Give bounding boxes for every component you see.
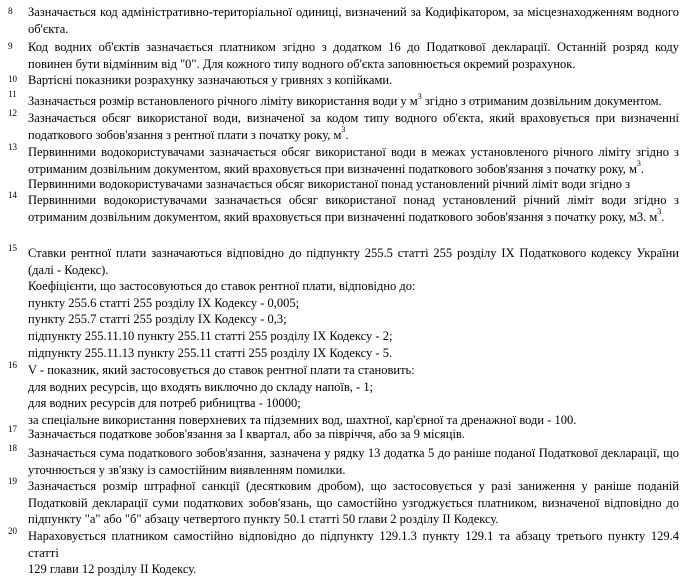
footnote-text	[28, 528, 679, 578]
footnote-text	[28, 445, 679, 478]
text-line: податкового зобов'язання з рентної плати з початку року, $м^3$.	[28, 125, 349, 142]
footnote-number: 17	[8, 424, 17, 434]
text-line: V - показник, який застосовується до ставок рентної плати та становить:	[28, 363, 415, 377]
text-line: Первинними водокористувачами зазначається обсяг використаної понад установлений річний ліміт води згідно з	[28, 193, 679, 207]
text-line: Первинними водокористувачами зазначається обсяг використаної води в межах установленого річного ліміту згідно з	[28, 145, 679, 159]
footnote-number: 13	[8, 142, 17, 152]
footnote-text	[28, 144, 679, 193]
text-line: Зазначається код адміністративно-територіальної одиниці, визначений за Кодифікатором, за місцезнаходженням водного	[28, 5, 679, 19]
text-line: пункту 255.6 статті 255 розділу IX Кодексу - 0,005;	[28, 295, 300, 310]
text-line: Нараховується платником самостійно відповідно до підпункту 129.1.3 пункту 129.1 та абзацу третього пункту 129.4 статті	[28, 529, 679, 560]
footnote-number: 11	[8, 89, 17, 99]
text-line: Ставки рентної плати зазначаються відповідно до підпункту 255.5 статті 255 розділу IX Податкового кодексу України	[28, 246, 679, 260]
text-line: Зазначається розмір встановленого річного ліміту використання води у $м^3$ згідно з отриманим дозвільним документом.	[28, 91, 662, 108]
text-line: пункту 255.7 статті 255 розділу IX Кодексу - 0,3;	[28, 312, 287, 327]
footnote-text	[28, 72, 679, 89]
text-line: підпункту "а" або "б" абзацу четвертого пункту 50.1 статті 50 глави 2 розділу II Кодексу.	[28, 512, 499, 527]
text-line: повинен бути відмінним від "0". Для кожного типу водного об'єкта заповнюється окремий розрахунок.	[28, 56, 576, 71]
footnote-text	[28, 39, 679, 72]
text-line: підпункту 255.11.10 пункту 255.11 статті 255 розділу IX Кодексу - 2;	[28, 328, 393, 343]
text-line: Зазначається податкове зобов'язання за I квартал, або за півріччя, або за 9 місяців.	[28, 427, 465, 441]
footnote-text	[28, 426, 679, 443]
text-line: Код водних об'єктів зазначається платником згідно з додатком 16 до Податкової декларації. Останній розряд коду	[28, 40, 679, 54]
footnote-number: 12	[8, 108, 17, 118]
text-line: Зазначається сума податкового зобов'язання, зазначена у рядку 13 додатка 5 до раніше поданої Податкової декларації, що	[28, 446, 679, 460]
footnote-text	[28, 110, 679, 143]
text-line: за спеціальне використання поверхневих та підземних вод, шахтної, кар'єрної та дренажної води - 100.	[28, 412, 577, 427]
footnote-number: 19	[8, 476, 17, 486]
footnote-text	[28, 362, 679, 428]
footnote-text	[28, 245, 679, 361]
footnote-number: 20	[8, 526, 17, 536]
footnote-number: 15	[8, 243, 17, 253]
text-line: отриманим дозвільним документом, який враховується при визначенні податкового зобов'язання з початку року, м3. $м^3$.	[28, 207, 665, 224]
text-line: Зазначається обсяг використаної води, визначеної за кодом типу водного об'єкта, який враховується при визначенні	[28, 111, 679, 125]
text-line: Зазначається розмір штрафної санкції (десятковим дробом), що застосовується у разі заниження у раніше поданій	[28, 479, 679, 493]
text-line: Податковій декларації суми податкових зобов'язань, що самостійно узгоджується платником, визначеної відповідно до	[28, 495, 679, 510]
footnote-number: 9	[8, 41, 13, 51]
footnote-number: 18	[8, 443, 17, 453]
text-line: отриманим дозвільним документом, який враховується при визначенні податкового зобов'язання з початку року, $м^3$.	[28, 159, 645, 176]
text-line: уточнюється у зв'язку із самостійним виявленням помилки.	[28, 462, 346, 477]
footnote-text	[28, 93, 679, 110]
footnote-number: 10	[8, 74, 17, 84]
footnote-text	[28, 478, 679, 528]
text-line: Первинними водокористувачами зазначається обсяг використаної понад установлений річний ліміт води згідно з	[28, 177, 631, 192]
text-line: об'єкта.	[28, 21, 69, 36]
text-line: для водних ресурсів, що входять виключно до складу напоїв, - 1;	[28, 379, 374, 394]
text-line: Коефіцієнти, що застосовуються до ставок рентної плати, відповідно до:	[28, 279, 416, 294]
text-line: (далі - Кодекс).	[28, 262, 109, 277]
text-line: Вартісні показники розрахунку зазначаються у гривнях з копійками.	[28, 73, 393, 87]
footnote-text	[28, 4, 679, 37]
text-line: підпункту 255.11.13 пункту 255.11 статті 255 розділу IX Кодексу - 5.	[28, 345, 393, 360]
footnote-number: 14	[8, 190, 17, 200]
footnote-number: 16	[8, 360, 17, 370]
text-line: 129 глави 12 розділу II Кодексу.	[28, 562, 197, 577]
footnote-number: 8	[8, 6, 13, 16]
footnote-text	[28, 192, 679, 225]
text-line: для водних ресурсів для потреб рибництва - 10000;	[28, 396, 301, 411]
